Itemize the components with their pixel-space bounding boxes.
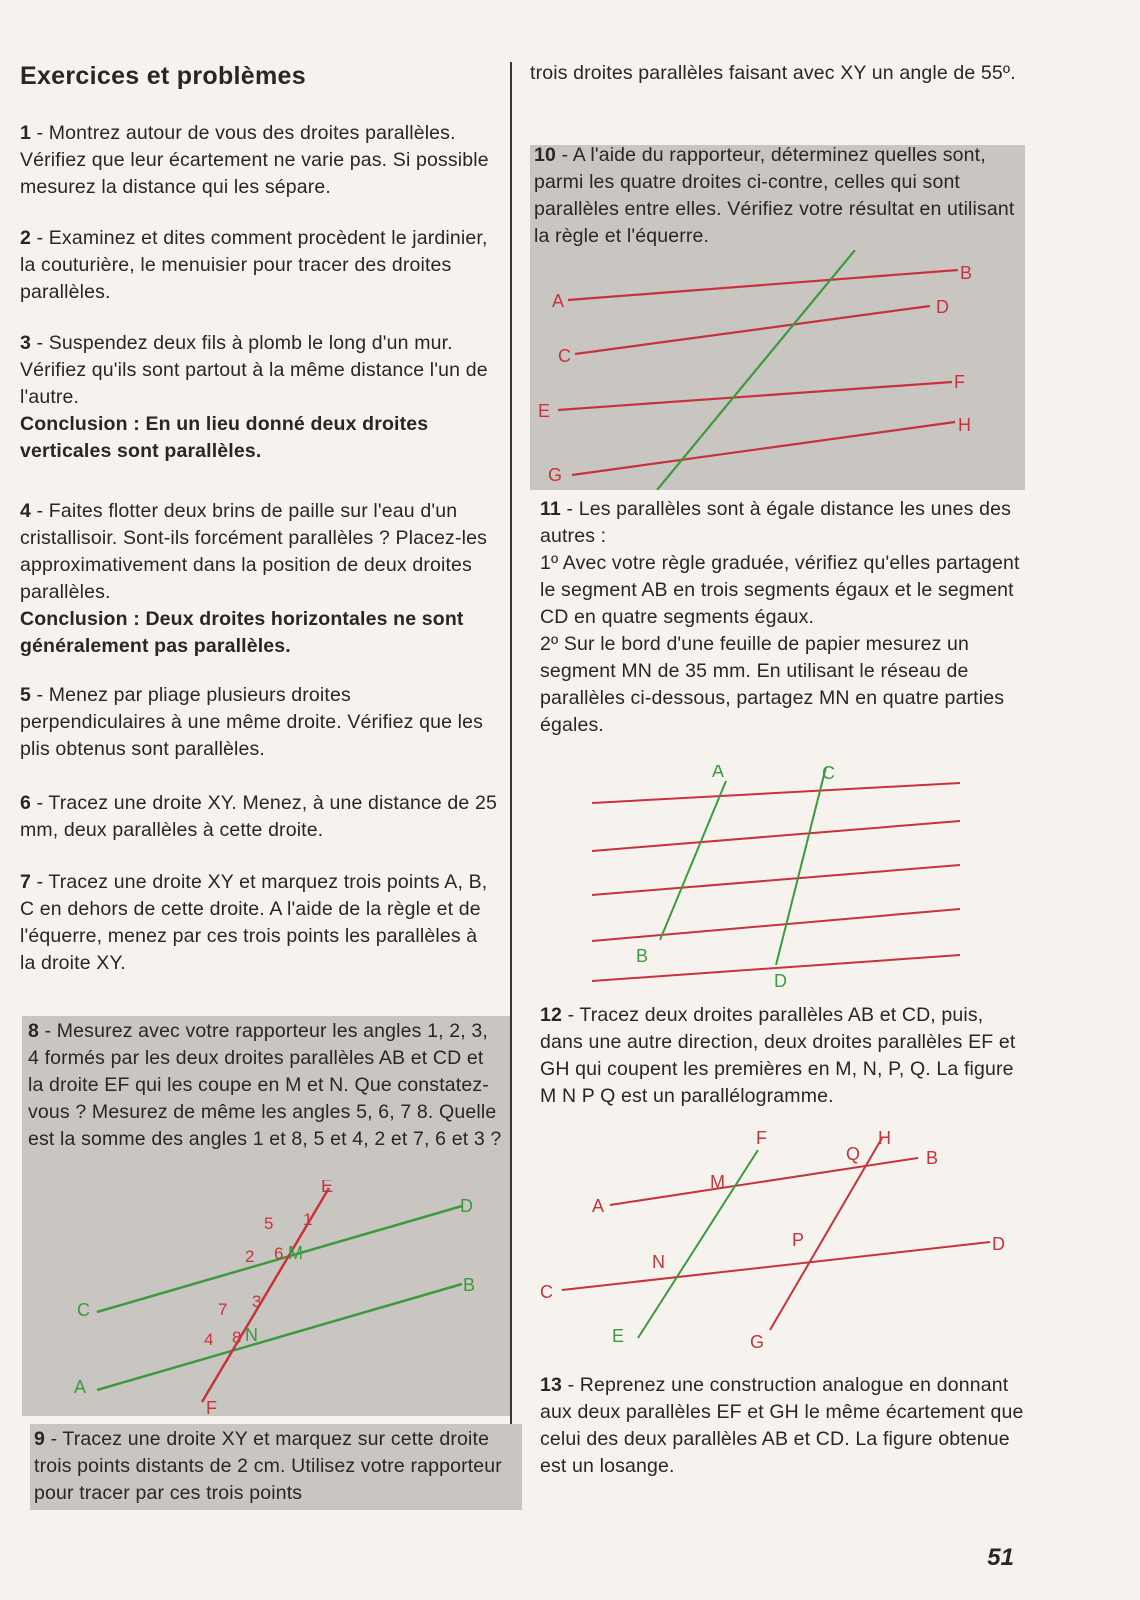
exercise-text: - A l'aide du rapporteur, déterminez quelles sont, parmi les quatre droites ci-contre, celles qui sont parallèles entre elles. Vérifiez votre résultat en utilisant la règle et l'équerre.: [534, 144, 1015, 247]
angle-1: 1: [303, 1210, 313, 1229]
label-d: D: [936, 297, 949, 317]
line-cd: [562, 1242, 990, 1290]
line-gh: [572, 422, 955, 475]
angle-4: 4: [204, 1330, 214, 1349]
exercise-9-continued: trois droites parallèles faisant avec XY un angle de 55º.: [530, 62, 1016, 84]
exercise-number: 5: [20, 684, 31, 706]
exercise-number: 7: [20, 871, 31, 893]
label-a: A: [74, 1377, 87, 1397]
label-h: H: [878, 1130, 891, 1148]
exercise-text: - Les parallèles sont à égale distance les unes des autres :: [540, 498, 1011, 547]
exercise-12: [540, 1002, 1026, 1110]
exercise-8: [28, 1018, 504, 1153]
exercise-text: - Tracez une droite XY et marquez sur cette droite trois points distants de 2 cm. Utilisez votre rapporteur pour tracer par ces trois points: [34, 1428, 502, 1504]
exercise-9: [34, 1426, 518, 1507]
exercise-text: - Faites flotter deux brins de paille sur l'eau d'un cristallisoir. Sont-ils forcément parallèles ? Placez-les approximativement dans la position de deux droites parallèles.: [20, 500, 487, 603]
label-e: E: [612, 1326, 625, 1346]
figure-11: [580, 765, 970, 990]
exercise-5: [20, 682, 498, 763]
line-ab: [97, 1284, 462, 1390]
label-m: M: [288, 1243, 303, 1263]
figure-10: [530, 250, 1025, 490]
angle-3: 3: [252, 1292, 262, 1311]
segment-cd: [776, 767, 826, 965]
exercise-number: 8: [28, 1020, 39, 1042]
label-c: C: [77, 1300, 90, 1320]
label-c: C: [822, 765, 835, 783]
line-gh: [770, 1138, 882, 1330]
exercise-text: - Tracez une droite XY et marquez trois points A, B, C en dehors de cette droite. A l'aide de la règle et de l'équerre, menez par ces trois points les parallèles à la droite XY.: [20, 871, 488, 974]
exercise-text: - Examinez et dites comment procèdent le jardinier, la couturière, le menuisier pour tracer des droites parallèles.: [20, 227, 488, 303]
label-m: M: [710, 1172, 725, 1192]
exercise-10: [534, 142, 1020, 250]
label-n: N: [652, 1252, 665, 1272]
label-a: A: [592, 1196, 605, 1216]
exercise-number: 3: [20, 332, 31, 354]
exercise-text: - Tracez une droite XY. Menez, à une distance de 25 mm, deux parallèles à cette droite.: [20, 792, 497, 841]
exercise-1: [20, 120, 498, 201]
exercise-7: [20, 869, 498, 977]
label-f: F: [756, 1130, 767, 1148]
parallel-line: [592, 821, 960, 851]
parallel-line: [592, 783, 960, 803]
label-e: E: [538, 401, 551, 421]
parallel-line: [592, 865, 960, 895]
exercise-4: [20, 498, 498, 660]
exercise-3: [20, 330, 498, 465]
label-c: C: [540, 1282, 553, 1302]
exercise-number: 6: [20, 792, 31, 814]
exercise-number: 1: [20, 122, 31, 144]
exercise-text: - Mesurez avec votre rapporteur les angles 1, 2, 3, 4 formés par les deux droites parallèles AB et CD et la droite EF qui les coupe en M et N. Que constatez-vous ? Mesurez de même les angles 5, 6, 7 8. Quelle est la somme des angles 1 et 8, 5 et 4, 2 et 7, 6 et 3 ?: [28, 1020, 502, 1150]
label-d: D: [460, 1196, 473, 1216]
line-ef: [638, 1150, 758, 1338]
exercise-number: 10: [534, 144, 556, 166]
exercise-11: [540, 496, 1026, 739]
column-divider: [510, 62, 512, 1492]
label-d: D: [992, 1234, 1005, 1254]
label-p: P: [792, 1230, 805, 1250]
label-g: G: [750, 1332, 765, 1352]
exercise-11-part-1: 1º Avec votre règle graduée, vérifiez qu'elles partagent le segment AB en trois segments égaux et le segment CD en quatre segments égaux.: [540, 552, 1020, 628]
figure-12: [540, 1130, 1020, 1355]
exercise-13: [540, 1372, 1026, 1480]
exercise-text: - Suspendez deux fils à plomb le long d'un mur. Vérifiez qu'ils sont partout à la même distance l'un de l'autre.: [20, 332, 488, 408]
exercise-conclusion: Conclusion : En un lieu donné deux droites verticales sont parallèles.: [20, 413, 429, 462]
exercise-number: 13: [540, 1374, 562, 1396]
exercise-number: 12: [540, 1004, 562, 1026]
line-ef: [558, 382, 952, 410]
exercise-6: [20, 790, 498, 844]
angle-8: 8: [232, 1328, 242, 1347]
line-cd: [575, 306, 930, 354]
exercise-conclusion: Conclusion : Deux droites horizontales ne sont généralement pas parallèles.: [20, 608, 464, 657]
label-q: Q: [846, 1144, 861, 1164]
angle-2: 2: [245, 1247, 255, 1266]
page-number: 51: [987, 1544, 1014, 1571]
exercise-2: [20, 225, 498, 306]
exercise-text: - Reprenez une construction analogue en donnant aux deux parallèles EF et GH le même écartement que celui des deux parallèles AB et CD. La figure obtenue est un losange.: [540, 1374, 1024, 1477]
label-f: F: [206, 1398, 217, 1416]
exercise-number: 11: [540, 498, 561, 520]
parallel-line: [592, 909, 960, 941]
line-ab: [568, 270, 958, 300]
label-n: N: [245, 1325, 258, 1345]
exercise-number: 9: [34, 1428, 45, 1450]
exercise-text: - Menez par pliage plusieurs droites perpendiculaires à une même droite. Vérifiez que les plis obtenus sont parallèles.: [20, 684, 484, 760]
exercise-number: 4: [20, 500, 31, 522]
label-e: E: [321, 1180, 334, 1196]
label-b: B: [960, 263, 973, 283]
line-ab: [610, 1158, 918, 1205]
exercise-11-part-2: 2º Sur le bord d'une feuille de papier mesurez un segment MN de 35 mm. En utilisant le réseau de parallèles ci-dessous, partagez MN en quatre parties égales.: [540, 633, 1005, 736]
label-c: C: [558, 346, 571, 366]
label-a: A: [552, 291, 565, 311]
label-a: A: [712, 765, 725, 781]
exercise-text: - Montrez autour de vous des droites parallèles. Vérifiez que leur écartement ne varie pas. Si possible mesurez la distance qui les sépare.: [20, 122, 489, 198]
angle-7: 7: [218, 1300, 228, 1319]
figure-8: [22, 1180, 510, 1416]
segment-ab: [660, 781, 726, 940]
label-d: D: [774, 971, 787, 990]
label-b: B: [926, 1148, 939, 1168]
exercise-text: - Tracez deux droites parallèles AB et CD, puis, dans une autre direction, deux droites parallèles EF et GH qui coupent les premières en M, N, P, Q. La figure M N P Q est un parallélogramme.: [540, 1004, 1016, 1107]
label-f: F: [954, 372, 965, 392]
label-b: B: [463, 1275, 476, 1295]
label-g: G: [548, 465, 563, 485]
label-b: B: [636, 946, 649, 966]
page-title: Exercices et problèmes: [20, 62, 306, 90]
angle-5: 5: [264, 1214, 274, 1233]
exercise-number: 2: [20, 227, 31, 249]
angle-6: 6: [274, 1244, 284, 1263]
label-h: H: [958, 415, 971, 435]
